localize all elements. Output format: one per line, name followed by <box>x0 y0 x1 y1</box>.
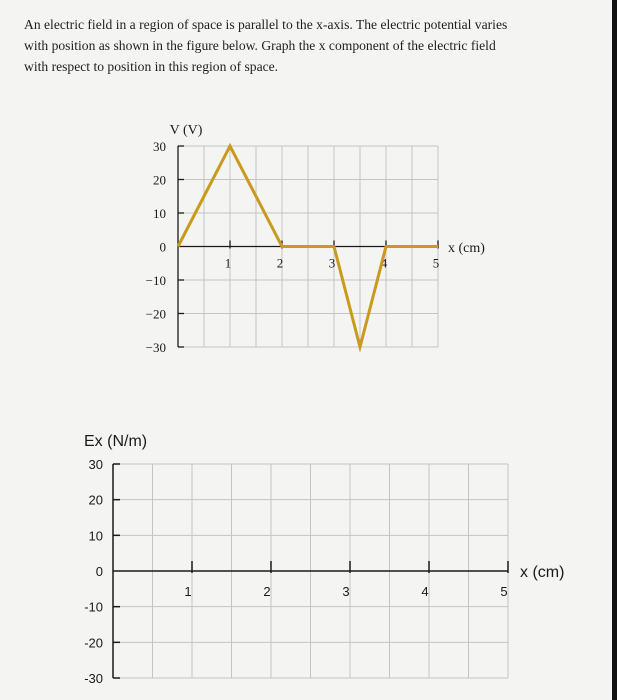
c1-y-tick-label: 30 <box>153 139 166 154</box>
c2-y-tick-label: -30 <box>84 671 103 686</box>
c2-x-tick-label: 4 <box>421 584 429 599</box>
field-chart <box>84 433 564 686</box>
c2-y-tick-label: -10 <box>84 599 103 615</box>
potential-y-axis-label: V (V) <box>169 123 203 138</box>
c2-y-tick-label: 30 <box>88 457 103 472</box>
c1-x-tick-label: 4 <box>380 255 388 271</box>
c1-x-tick-label: 2 <box>276 255 284 271</box>
c1-x-tick-label: 3 <box>328 255 336 271</box>
c2-x-tick-label: 1 <box>184 584 192 599</box>
c2-x-tick-label: 5 <box>500 584 508 599</box>
c2-y-tick-label: -20 <box>84 635 103 651</box>
c1-x-tick-label: 1 <box>224 255 232 271</box>
problem-line-1: An electric field in a region of space is parallel to the x-axis. The electric potential varies <box>24 17 508 32</box>
c1-y-tick-label: −10 <box>145 273 166 288</box>
potential-chart <box>146 123 486 355</box>
c1-y-tick-label: −30 <box>145 340 166 355</box>
problem-line-3: with respect to position in this region of space. <box>24 59 279 74</box>
problem-line-2: with position as shown in the figure below. Graph the x component of the electric field <box>24 38 496 53</box>
c1-x-tick-label: 5 <box>432 255 440 271</box>
c2-x-tick-label: 2 <box>263 584 271 599</box>
c1-y-tick-label: 10 <box>153 206 166 221</box>
c2-y-tick-label: 10 <box>88 528 103 544</box>
c1-y-tick-label: 0 <box>159 239 166 255</box>
field-x-axis-label: x (cm) <box>520 564 565 581</box>
potential-x-axis-label: x (cm) <box>448 241 485 256</box>
c2-x-tick-label: 3 <box>342 584 350 599</box>
c1-y-tick-label: 20 <box>153 172 166 188</box>
c1-y-tick-label: −20 <box>145 306 166 322</box>
field-y-axis-label: Ex (N/m) <box>84 433 148 450</box>
c2-y-tick-label: 20 <box>88 492 103 508</box>
c2-y-tick-label: 0 <box>95 564 103 579</box>
